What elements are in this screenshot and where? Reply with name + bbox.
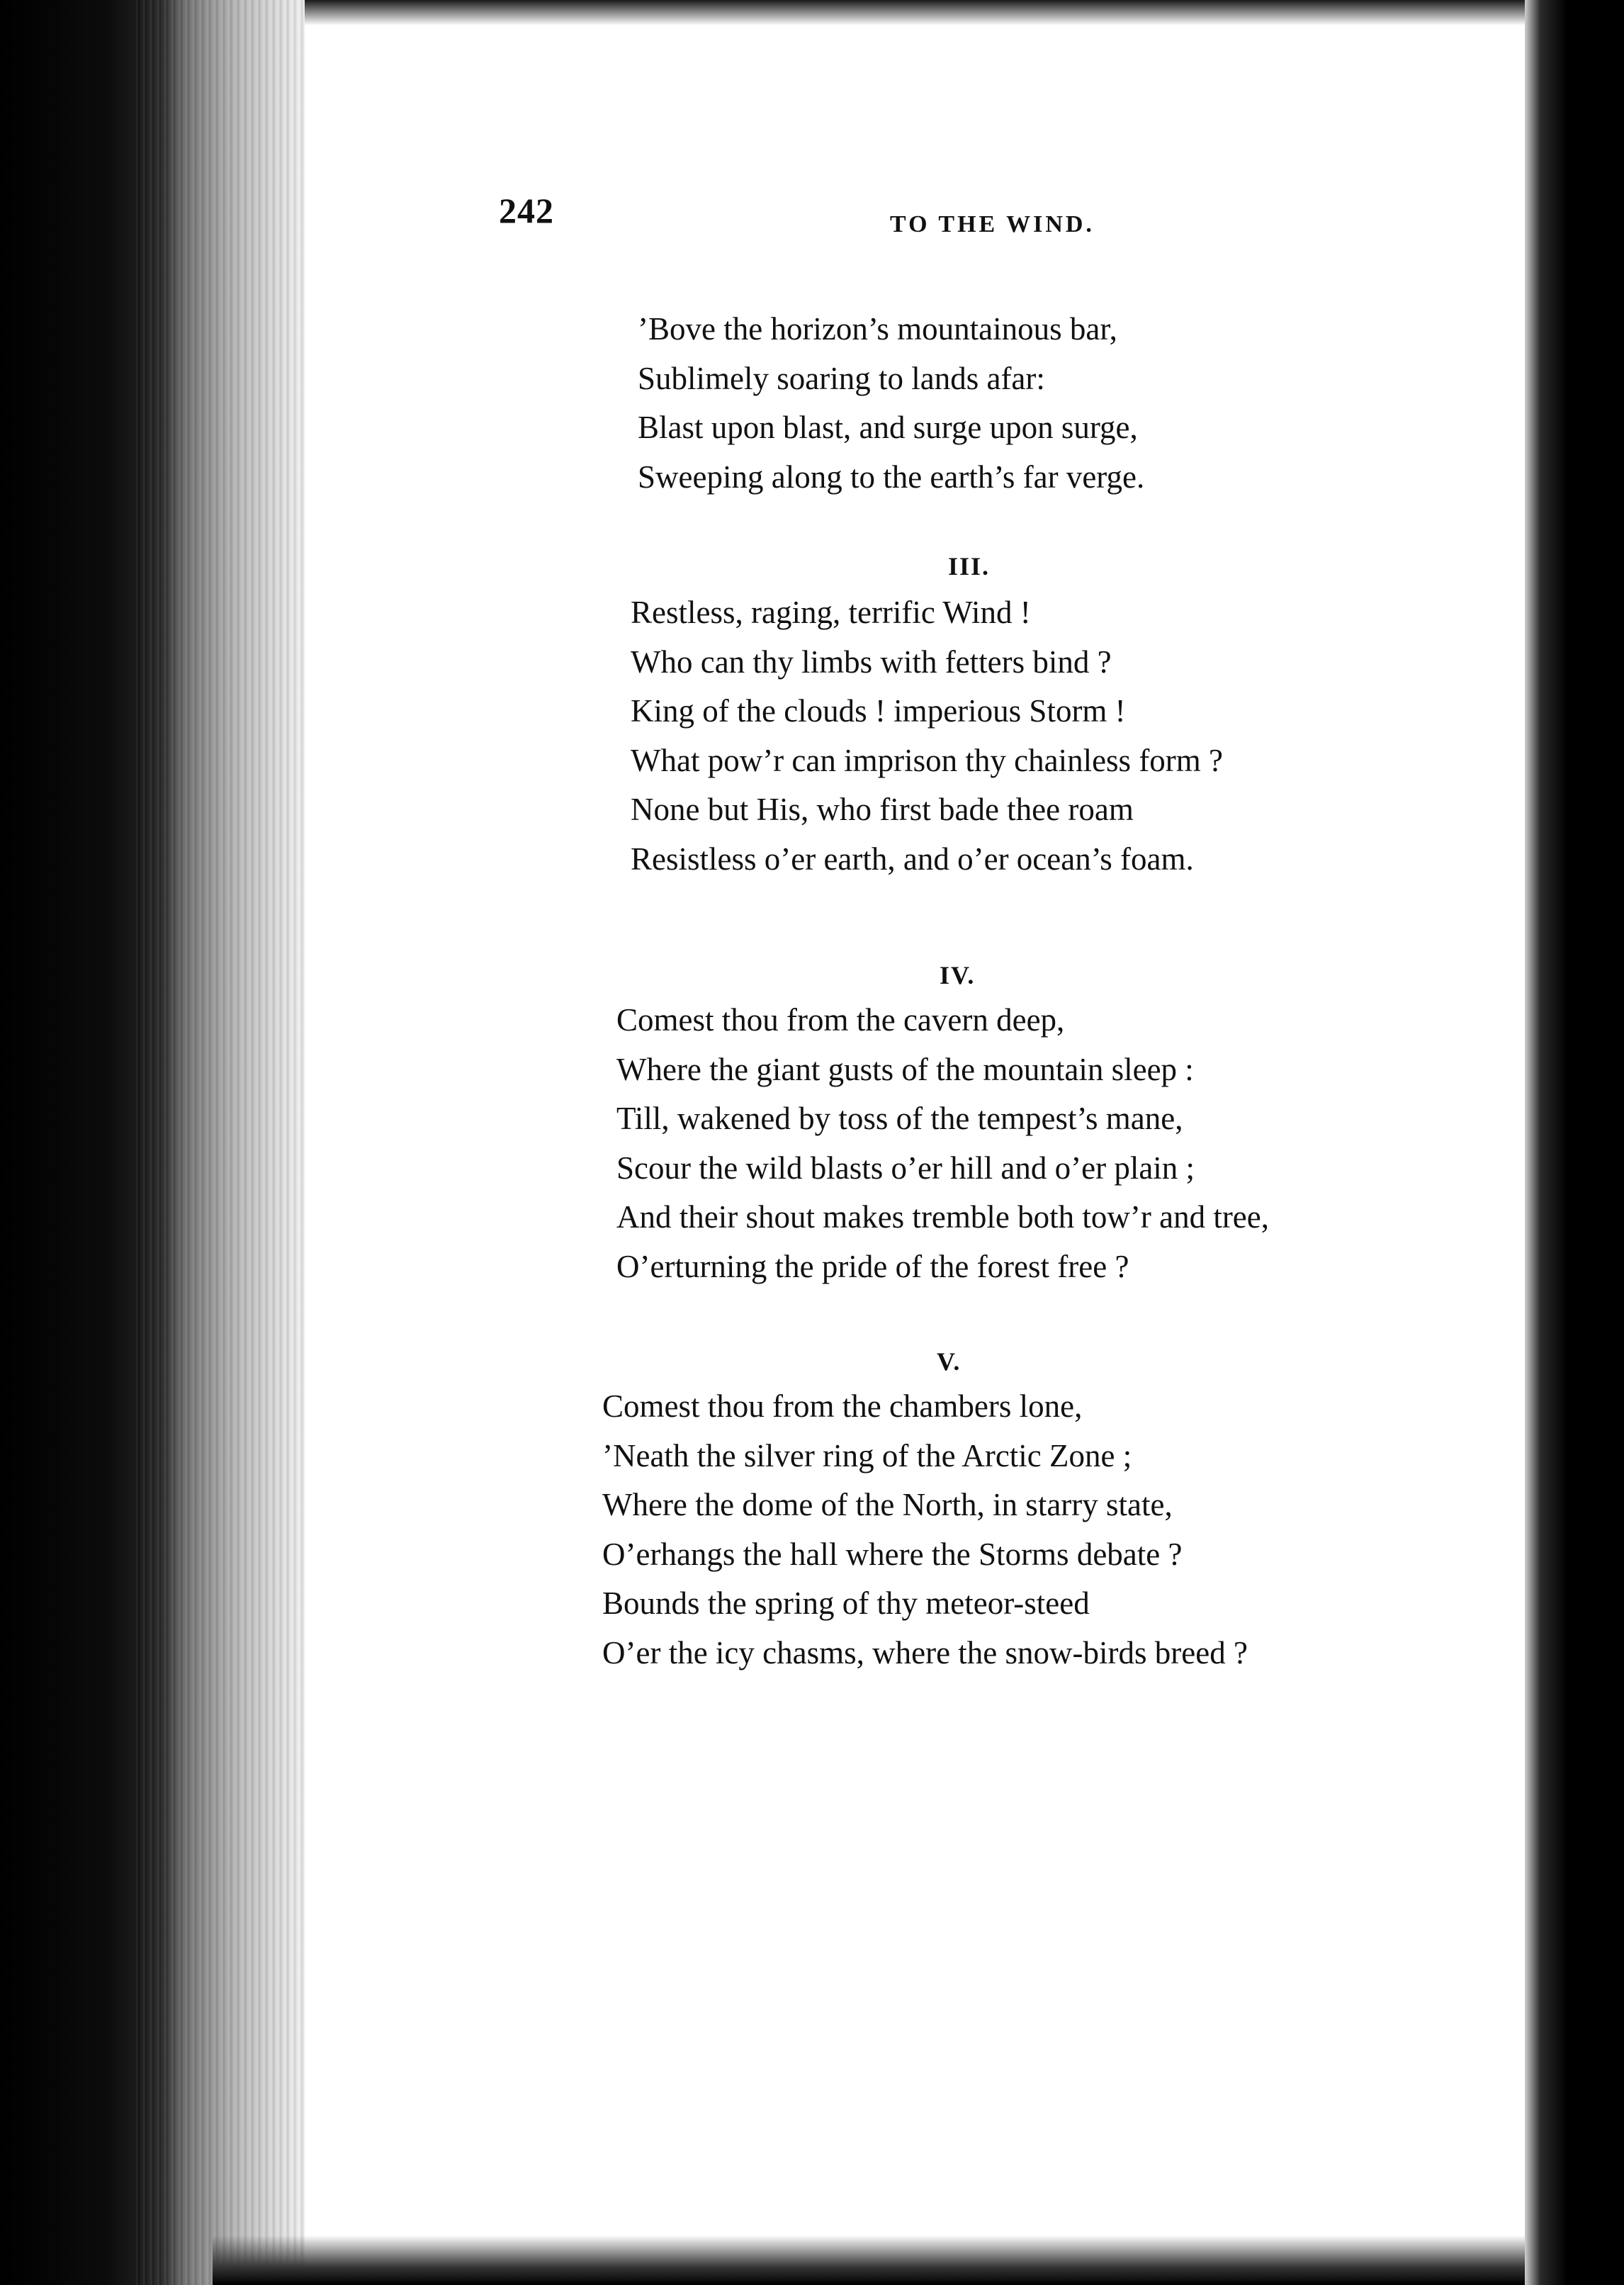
verse-line: Comest thou from the chambers lone, — [602, 1388, 1083, 1424]
verse-line: O’erhangs the hall where the Storms debate ? — [602, 1536, 1183, 1572]
verse-line: Resistless o’er earth, and o’er ocean’s foam. — [631, 841, 1194, 877]
verse-line: O’erturning the pride of the forest free ? — [616, 1248, 1129, 1284]
verse-line: King of the clouds ! imperious Storm ! — [631, 693, 1126, 729]
stanza-v — [602, 1382, 1248, 1678]
verse-line: None but His, who first bade thee roam — [631, 792, 1134, 827]
verse-line: Bounds the spring of thy meteor-steed — [602, 1585, 1090, 1621]
stanza-numeral: V. — [937, 1347, 962, 1376]
verse-line: What pow’r can imprison thy chainless form ? — [631, 742, 1224, 778]
verse-line: Where the dome of the North, in starry state, — [602, 1487, 1173, 1522]
verse-line: Who can thy limbs with fetters bind ? — [631, 644, 1112, 680]
verse-line: Sublimely soaring to lands afar: — [638, 360, 1045, 396]
top-shadow — [305, 0, 1525, 26]
stanza-iii — [631, 588, 1223, 884]
stanza-continuation — [638, 305, 1144, 502]
page-number: 242 — [499, 191, 554, 230]
verse-line: ’Bove the horizon’s mountainous bar, — [638, 311, 1117, 347]
verse-line: ’Neath the silver ring of the Arctic Zone ; — [602, 1437, 1132, 1473]
verse-line: And their shout makes tremble both tow’r and tree, — [616, 1199, 1270, 1235]
stanza-numeral: IV. — [940, 961, 976, 989]
verse-line: Comest thou from the cavern deep, — [616, 1002, 1065, 1038]
right-page-edge — [1525, 0, 1624, 2285]
verse-line: Where the giant gusts of the mountain sleep : — [616, 1051, 1194, 1087]
verse-line: Scour the wild blasts o’er hill and o’er plain ; — [616, 1150, 1195, 1186]
running-head: TO THE WIND. — [890, 211, 1095, 237]
verse-line: Blast upon blast, and surge upon surge, — [638, 410, 1138, 445]
bottom-shadow — [213, 2235, 1525, 2285]
stanza-iv — [616, 996, 1269, 1291]
verse-line: O’er the icy chasms, where the snow-birds breed ? — [602, 1634, 1248, 1671]
binding-shadow — [0, 0, 135, 2285]
verse-line: Till, wakened by toss of the tempest’s mane, — [616, 1101, 1183, 1136]
verse-line: Restless, raging, terrific Wind ! — [631, 595, 1031, 630]
verse-line: Sweeping along to the earth’s far verge. — [638, 459, 1145, 495]
stanza-numeral: III. — [948, 552, 991, 580]
